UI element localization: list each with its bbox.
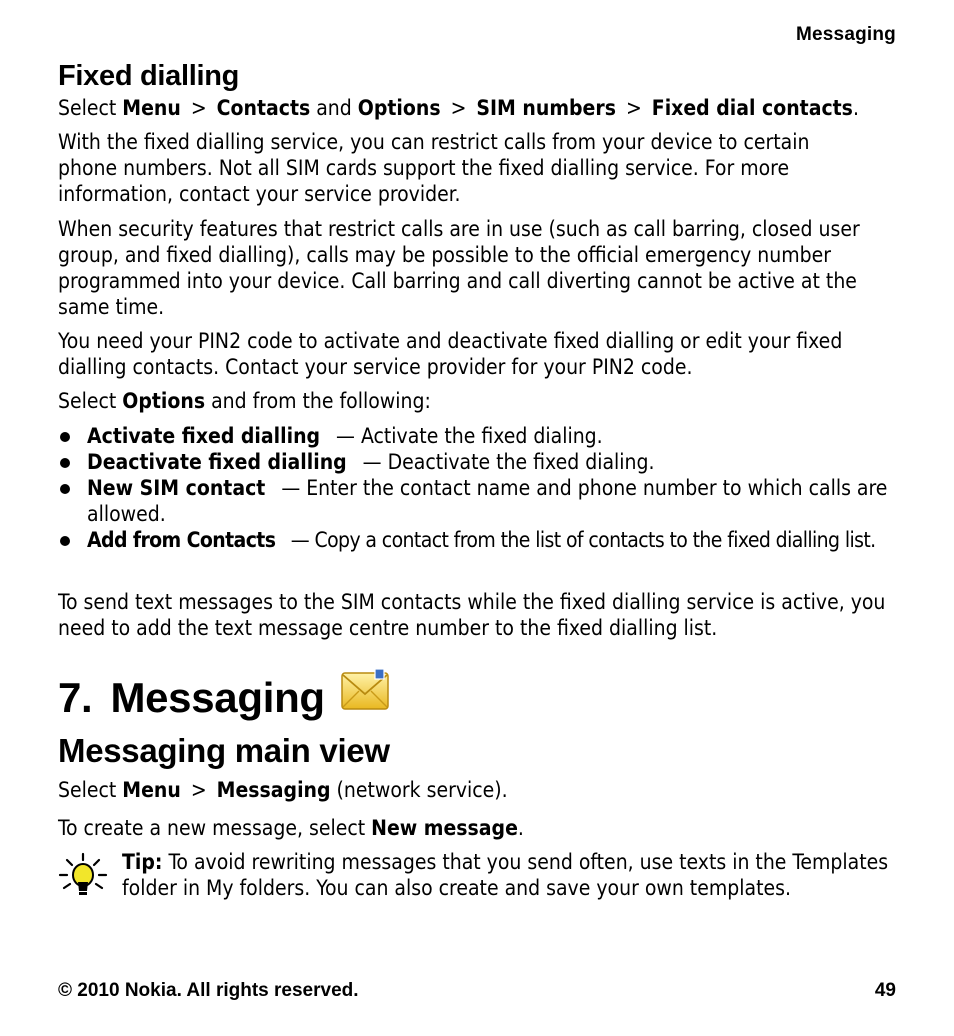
path-messaging: Messaging [216, 778, 331, 802]
tip-body: To avoid rewriting messages that you send often, use texts in the Templates folder in My folders. You can also create and save your own templates. [122, 850, 889, 900]
option-description: — Copy a contact from the list of contacts to the fixed dialling list. [290, 528, 876, 552]
running-head: Messaging [796, 24, 896, 45]
option-description: — Activate the fixed dialing. [336, 424, 603, 448]
chapter-heading [58, 670, 391, 731]
bullet-icon [60, 432, 70, 442]
path-contacts: Contacts [216, 96, 311, 120]
lightbulb-icon [58, 851, 108, 901]
tip-label: Tip: [122, 850, 163, 874]
option-description: — Enter the contact name and phone number to which calls are allowed. [87, 476, 888, 526]
section-heading-fixed-dialling: Fixed dialling [58, 60, 240, 92]
paragraph-pin2: You need your PIN2 code to activate and deactivate fixed dialling or edit your fixed dialling contacts. Contact your service provider for your PIN2 code. [58, 329, 843, 379]
paragraph-fixed-dialling-intro: With the fixed dialling service, you can restrict calls from your device to certain phone numbers. Not all SIM cards support the fixed dialling service. For more information, contact your service provider. [58, 130, 810, 206]
menu-path-fixed-dialling [58, 95, 896, 121]
paragraph-security-features: When security features that restrict calls are in use (such as call barring, closed user group, and fixed dialling), calls may be possible to the official emergency number programmed into your device. Call barring and call diverting cannot be active at the same time. [58, 217, 860, 319]
path-end: . [852, 96, 859, 120]
select-text: Select [58, 389, 117, 413]
option-term: Activate fixed dialling [87, 424, 321, 448]
copyright: © 2010 Nokia. All rights reserved. [58, 980, 359, 1001]
path-select-text: Select [58, 778, 117, 802]
option-term: New SIM contact [87, 476, 266, 500]
envelope-icon [339, 667, 391, 727]
path-sim-numbers: SIM numbers [476, 96, 616, 120]
list-item [58, 527, 896, 553]
options-list [58, 423, 896, 553]
path-and-text: and [316, 96, 352, 120]
page-footer [58, 978, 896, 1004]
following-text: and from the following: [211, 389, 431, 413]
list-item [58, 449, 896, 475]
path-separator: > [190, 96, 207, 120]
bullet-icon [60, 536, 70, 546]
menu-path-messaging [58, 777, 896, 803]
options-label: Options [122, 389, 206, 413]
tip-text [122, 849, 902, 901]
path-menu: Menu [122, 96, 181, 120]
page-number: 49 [874, 980, 896, 1001]
select-options-line [58, 388, 896, 414]
section-heading-messaging-main-view: Messaging main view [58, 732, 390, 769]
path-separator: > [190, 778, 207, 802]
option-term: Deactivate fixed dialling [87, 450, 347, 474]
paragraph-sim-messages: To send text messages to the SIM contacts while the fixed dialling service is active, you need to add the text message centre number to the fixed dialling list. [58, 590, 886, 640]
create-end: . [517, 816, 524, 840]
path-separator: > [450, 96, 467, 120]
path-fixed-dial-contacts: Fixed dial contacts [651, 96, 853, 120]
list-item [58, 475, 896, 527]
path-select-text: Select [58, 96, 117, 120]
path-separator: > [625, 96, 642, 120]
option-description: — Deactivate the fixed dialing. [362, 450, 655, 474]
create-text: To create a new message, select [58, 816, 366, 840]
path-menu: Menu [122, 778, 181, 802]
path-options: Options [357, 96, 441, 120]
create-message-line [58, 815, 896, 841]
list-item [58, 423, 896, 449]
option-term: Add from Contacts [87, 528, 276, 552]
bullet-icon [60, 484, 70, 494]
chapter-number: 7. [58, 674, 93, 721]
chapter-title: Messaging [110, 674, 325, 721]
bullet-icon [60, 458, 70, 468]
new-message-label: New message [371, 816, 518, 840]
path-network-service: (network service). [336, 778, 508, 802]
